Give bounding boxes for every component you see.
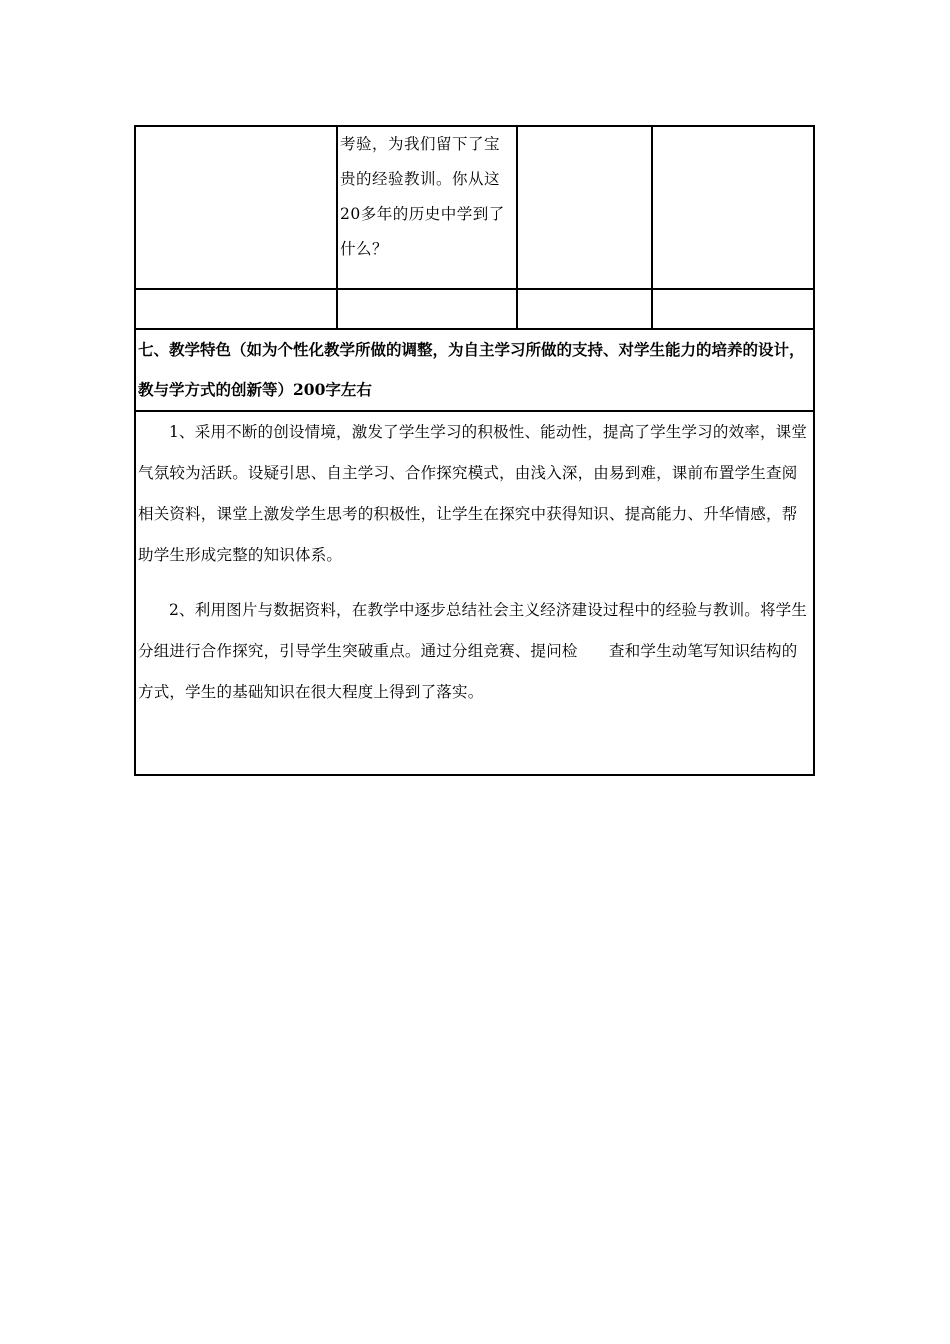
- table-cell-empty: [337, 289, 517, 329]
- teaching-feature-paragraph-1: 1、采用不断的创设情境，激发了学生学习的积极性、能动性，提高了学生学习的效率，课堂气氛较为活跃。设疑引思、自主学习、合作探究模式，由浅入深，由易到难，课前布置学生查阅相关资料，课堂上激发学生思考的积极性，让学生在探究中获得知识、提高能力、升华情感，帮助学生形成完整的知识体系。: [138, 423, 808, 564]
- table-cell-empty: [517, 289, 652, 329]
- lesson-plan-table: [134, 125, 815, 776]
- section-heading: 七、教学特色（如为个性化教学所做的调整，为自主学习所做的支持、对学生能力的培养的设计，教与学方式的创新等）200字左右: [135, 329, 814, 411]
- table-cell-empty: [135, 126, 337, 289]
- table-cell-empty: [652, 289, 814, 329]
- reflection-question-cell: 考验，为我们留下了宝贵的经验教训。你从这20多年的历史中学到了什么？: [337, 126, 517, 289]
- table-row: [135, 289, 814, 329]
- table-cell-empty: [135, 289, 337, 329]
- teaching-feature-paragraph-2: 2、利用图片与数据资料，在教学中逐步总结社会主义经济建设过程中的经验与教训。将学生分组进行合作探究，引导学生突破重点。通过分组竞赛、提问检 查和学生动笔写知识结构的方式，学生的基础知识在很大程度上得到了落实。: [138, 601, 808, 701]
- section-body: [135, 411, 814, 775]
- table-row: [135, 126, 814, 289]
- table-cell-empty: [517, 126, 652, 289]
- table-row: [135, 411, 814, 775]
- table-row: [135, 329, 814, 411]
- table-cell-empty: [652, 126, 814, 289]
